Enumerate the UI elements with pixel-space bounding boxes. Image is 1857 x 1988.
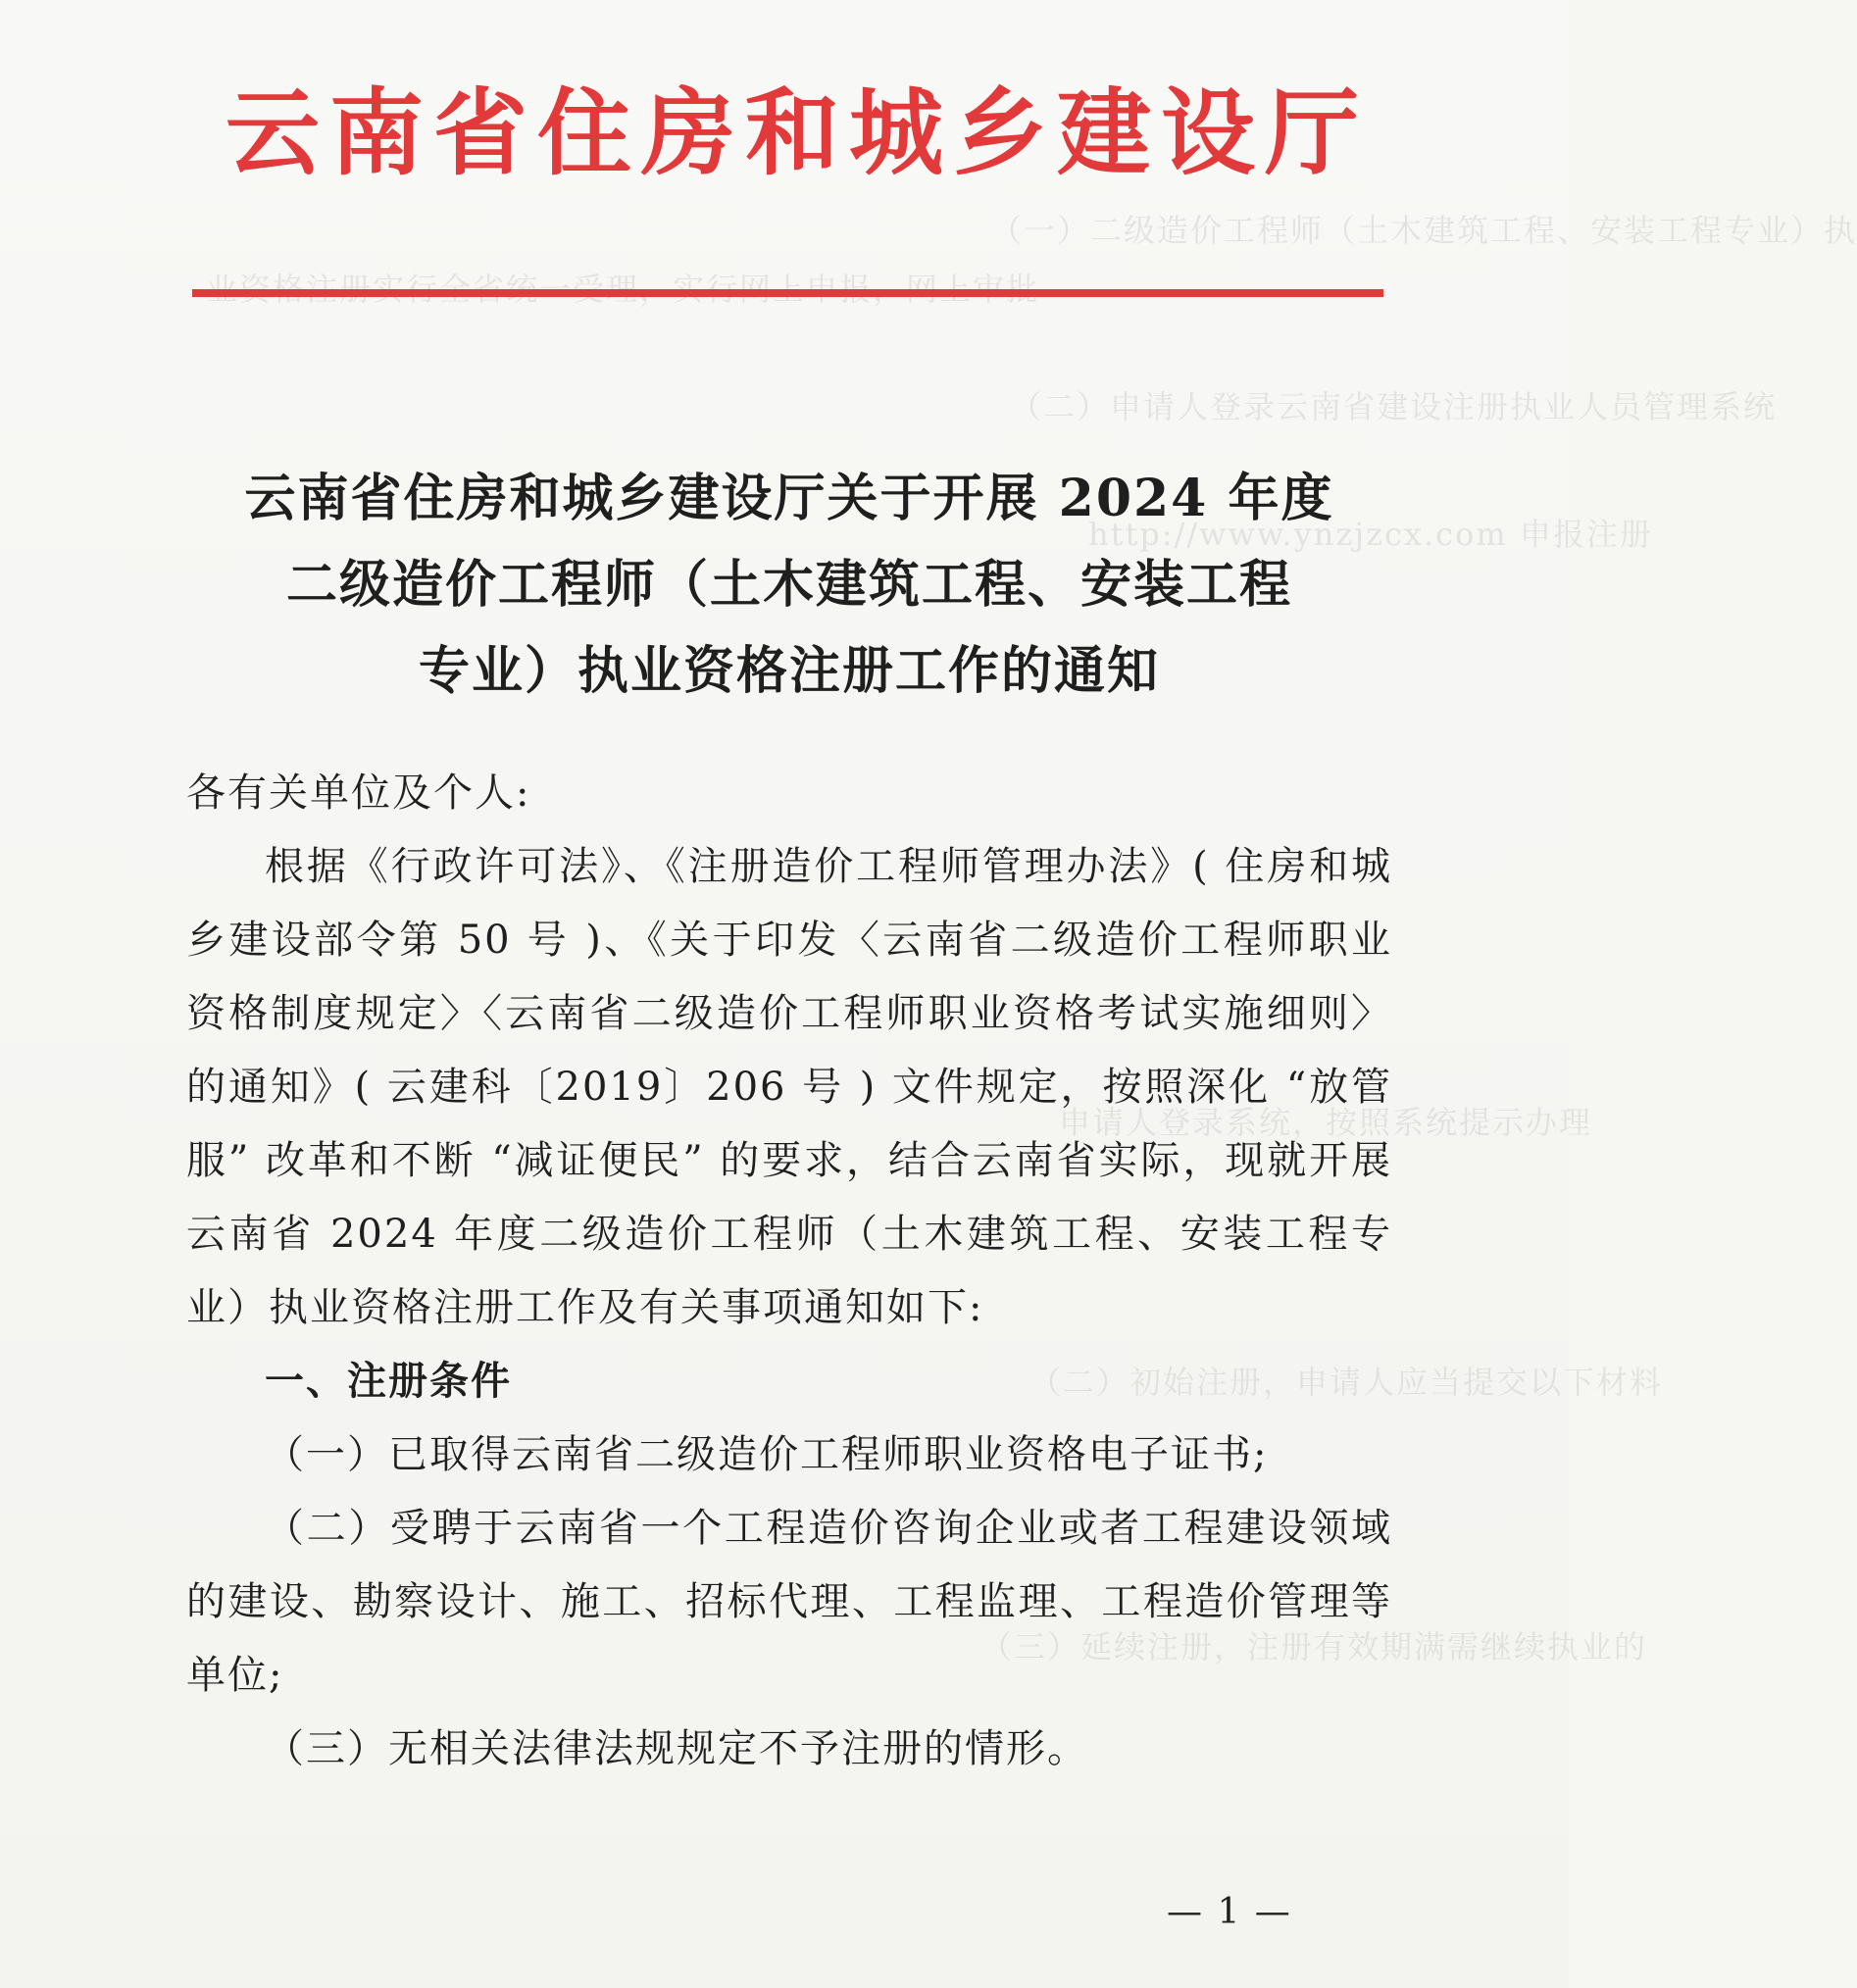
reverse-side-bleed: （二）申请人登录云南省建设注册执业人员管理系统 (1010, 388, 1778, 425)
reverse-side-bleed: （二）初始注册，申请人应当提交以下材料 (1029, 1364, 1664, 1401)
intro-paragraph: 根据《行政许可法》、《注册造价工程师管理办法》( 住房和城乡建设部令第 50 号 )、《关于印发〈云南省二级造价工程师职业资格制度规定〉〈云南省二级造价工程师职业资格考试实施细则〉的通知》( 云建科〔2019〕206 号 ) 文件规定，按照深化 “放管服” 改革和不断 “减证便民” 的要求，结合云南省实际，现就开展云南省 2024 年度二级造价工程师（土木建筑工程、安装工程专业）执业资格注册工作及有关事项通知如下: (186, 844, 1392, 1330)
greeting: 各有关单位及个人: (186, 770, 531, 816)
header-red-rule (192, 289, 1383, 297)
reverse-side-bleed (206, 265, 1039, 310)
reverse-side-bleed: （三）延续注册，注册有效期满需继续执业的 (980, 1628, 1648, 1665)
title-line-3: 专业）执业资格注册工作的通知 (418, 641, 1160, 701)
reverse-side-bleed: http://www.ynzjzcx.com 申报注册 (1088, 516, 1653, 553)
reverse-side-bleed: 申请人登录系统，按照系统提示办理 (1059, 1104, 1593, 1141)
condition-item-2: （二）受聘于云南省一个工程造价咨询企业或者工程建设领域的建设、勘察设计、施工、招标代理、工程监理、工程造价管理等单位; (186, 1506, 1392, 1698)
reverse-side-bleed: （一）二级造价工程师（土木建筑工程、安装工程专业）执 (990, 212, 1857, 249)
condition-item-1: （一）已取得云南省二级造价工程师职业资格电子证书; (265, 1432, 1269, 1477)
section-heading-registration-conditions: 一、注册条件 (265, 1359, 512, 1404)
agency-header: 云南省住房和城乡建设厅 (226, 78, 1369, 188)
page-number: — 1 — (1167, 1892, 1292, 1932)
document-title (206, 456, 1373, 715)
condition-item-3: （三）无相关法律法规规定不予注册的情形。 (265, 1726, 1088, 1771)
title-line-2: 二级造价工程师（土木建筑工程、安装工程 (285, 555, 1292, 615)
document-body (186, 757, 1392, 1786)
title-line-1: 云南省住房和城乡建设厅关于开展 2024 年度 (244, 469, 1334, 528)
